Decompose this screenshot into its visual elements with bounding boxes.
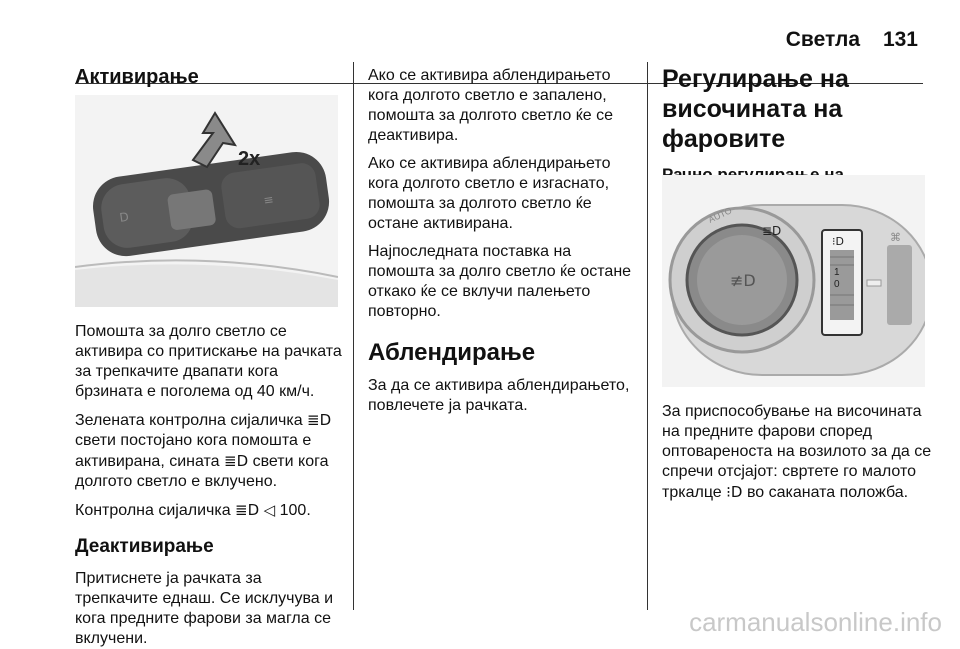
page-ref-icon: ◁ bbox=[263, 501, 276, 519]
svg-text:≢D: ≢D bbox=[730, 271, 756, 290]
deactivation-heading: Деактивирање bbox=[75, 536, 214, 557]
deactivation-text: Притиснете ја рачката за трепкачите еднаш. Се исклучува и кога предните фарови за магла се вклучени. bbox=[75, 570, 334, 647]
left-text bbox=[75, 322, 347, 649]
high-beam-icon: ≣D bbox=[224, 452, 249, 470]
range-adjust-text: За приспособување на височината на предните фарови според оптовареноста на возилото за да се спречи отсјајот: свртете го малото тркалце ⁝D во саканата положба. bbox=[662, 403, 932, 501]
page-number: 131 bbox=[882, 28, 918, 51]
middle-column bbox=[368, 66, 640, 416]
activation-heading: Активирање bbox=[75, 66, 199, 88]
svg-text:D: D bbox=[118, 209, 130, 225]
range-heading: Регулирање на височината на фаровите bbox=[662, 65, 849, 153]
page-header bbox=[0, 28, 960, 58]
indicator-text: Зелената контролна сијаличка ≣D свети постојано кога помошта е активирана, сината ≣D свети кога долгото светло е вклучено. bbox=[75, 411, 332, 490]
control-lamp-ref: Контролна сијаличка ≣D ◁ 100. bbox=[75, 501, 311, 519]
beam-assist-icon: ≣D bbox=[307, 411, 332, 429]
right-text bbox=[662, 402, 932, 503]
auto-label: AUTO bbox=[706, 205, 734, 225]
press-twice-label: 2x bbox=[238, 148, 261, 170]
last-setting-text: Најпоследната поставка на помошта за долго светло ќе остане откако ќе се вклучи палењето повторно. bbox=[368, 243, 632, 320]
column-divider-1 bbox=[353, 62, 354, 610]
beam-assist-icon-2: ≣D bbox=[235, 501, 260, 519]
activation-text: Помошта за долго светло се активира со притискање на рачката за трепкачите двапати кога брзината е поголема од 40 км/ч. bbox=[75, 323, 342, 400]
light-switch-figure bbox=[662, 175, 925, 387]
svg-text:⌘: ⌘ bbox=[890, 231, 901, 244]
svg-text:≡: ≡ bbox=[262, 192, 275, 208]
headlamp-range-icon: ⁝D bbox=[726, 483, 743, 501]
wheel-position-0: 0 bbox=[834, 279, 840, 290]
svg-text:≣D: ≣D bbox=[762, 224, 782, 238]
column-divider-2 bbox=[647, 62, 648, 610]
dipped-beam-heading: Аблендирање bbox=[368, 339, 536, 366]
watermark: carmanualsonline.info bbox=[689, 607, 942, 637]
svg-text:⁝D: ⁝D bbox=[832, 235, 844, 248]
dip-on-text: Ако се активира аблендирањето кога долгото светло е запалено, помошта за долгото светло ќе се деактивира. bbox=[368, 67, 613, 144]
dipped-beam-text: За да се активира аблендирањето, повлечете ја рачката. bbox=[368, 377, 630, 414]
stalk-figure bbox=[75, 95, 338, 307]
section-title: Светла bbox=[785, 28, 860, 51]
dip-off-text: Ако се активира аблендирањето кога долгото светло е изгаснато, помошта за долгото светло ќе остане активирана. bbox=[368, 155, 611, 232]
wheel-position-1: 1 bbox=[834, 267, 840, 278]
